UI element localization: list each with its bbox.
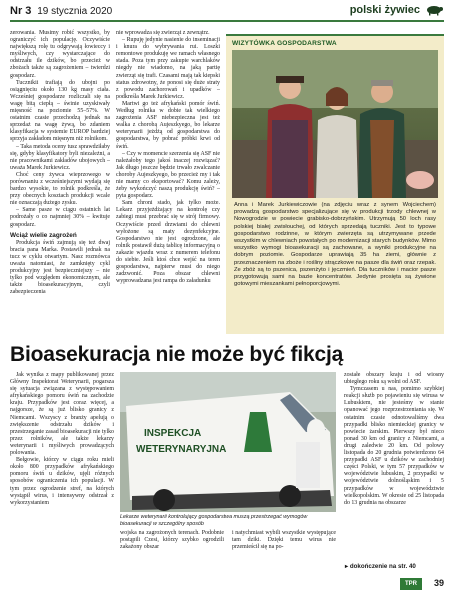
photo-caption: Lekarze weterynarii kontrolujący gospodarstwa muszą przestrzegać wymogów bioasekuracji w szczególny sposób bbox=[120, 514, 308, 527]
paragraph: i natychmiast wybili wszystkie występujące tam dziki. Dzięki temu wirus nie przemieścił się na po- bbox=[232, 530, 336, 551]
vehicle-sign-line-1: INSPEKCJA bbox=[144, 428, 202, 439]
family-photo bbox=[232, 50, 438, 198]
bottom-article-column-2 bbox=[120, 530, 224, 551]
box-label: WIZYTÓWKA GOSPODARSTWA bbox=[232, 40, 337, 47]
vehicle-sign-line-2: WETERYNARYJNA bbox=[136, 444, 227, 455]
magazine-title bbox=[350, 4, 444, 16]
issue-date: 19 stycznia 2020 bbox=[37, 6, 113, 17]
bottom-article-column-1 bbox=[10, 372, 114, 507]
box-caption: Anna i Marek Jurkiewiczowie (na zdjęciu wraz z synem Wojciechem) prowadzą gospodarstwo specjalizujące się w produkcji trzody chlewnej w Nowogrodzie w powiecie grabisko-dobrzyńskim. Utrzymują 50 loch rasy polskiej białej zwisłouchej, od których sprzedają tuczniki. Jest to typowe gospodarstwo rodzinne, w którym zwierzęta są utrzymywane przede wszystkim w chlewniach powstałych po modernizacji starych budynków. Mimo wszystko wymogi bioasekuracji są zachowane, a wyniki produkcyjne na dobrym poziomie. Gospodarze uprawiają 35 ha ziemi, głównie z przeznaczeniem na zboże i rośliny strączkowe na pasze dla świń oraz rzepak. Ze zbóż są to pszenica, pszenżyto i jęczmień. Dla tuczników i macior pasze przygotowują sami na bazie koncentratów. Jedynie prosięta są żywione gotowymi mieszankami pełnoporcjowymi. bbox=[234, 202, 436, 288]
paragraph: Tymczasem u nas, pomimo szybkiej reakcji służb po pojawieniu się wirusa w Lubuskiem, nie jesteśmy w stanie opanować jego rozprzestrzeniania się. W ostatnim czasie odnotowaliśmy dwa przypadki blisko niemieckiej granicy w powiecie żarskim. Pierwszy był nieco ponad 30 km od granicy z Niemcami, a drugi zaledwie 20 km. Od połowy listopada do 20 grudnia potwierdzono 64 przypadki ASF u dzików w zachodniej części Polski, w tym 57 przypadków w województwie lubuskim, 2 przypadki w województwie dolnośląskim i 5 przypadków w województwie wielkopolskim. W okresie od 25 listopada do 13 grudnia na obszarze bbox=[344, 386, 444, 506]
publisher-logo: TPR bbox=[400, 578, 422, 590]
article-headline: Bioasekuracja nie może być fikcją bbox=[10, 343, 344, 366]
paragraph: Martwi go też afrykański pomór świń. Według rolnika w dobie tak wielkiego zagrożenia ASF niebezpieczna jest też walka z chorobą Aujeszkyego, bo lekarze weterynarii jeżdżą od gospodarstwa do gospodarstwa, by pobrać próbki krwi od świń. bbox=[116, 100, 220, 150]
issue-info bbox=[10, 5, 112, 17]
paragraph: wojska na zagrożonych terenach. Podobnie postąpili Czesi, którzy szybko ogrodzili zakażony obszar bbox=[120, 530, 224, 551]
issue-number: Nr 3 bbox=[10, 5, 32, 17]
paragraph: – Same pasze w ciągu ostatnich lat podrożały o co najmniej 30% – kwituje gospodarz. bbox=[10, 207, 110, 228]
paragraph: Bełgowie, którzy w ciągu roku mieli około 800 przypadków afrykańskiego pomoru świń u dzików, ujęli różnych sposobów ograniczenia ich populacji. W tym przez ogrodzenie stref, na których wystąpił wirus, i intensywny odstrzał z wykorzystaniem bbox=[10, 457, 114, 506]
paragraph: Sam chroni stado, jak tylko może. Lekarz przyjeżdżający na kontrolę czy zabiegi musi przebrać się w strój firmowy. Oczywiście przed drzwiami do chlewni wyłożone są maty dezynfekcyjne. Gospodarstwo nie jest ogrodzone, ale rolnik postawił dużą tablicę informacyjną o zakazie wjazdu wraz z numerem telefonu do siebie. Jeśli ktoś chce wejść na teren gospodarstwa, najpierw musi do niego zadzwonić. Poza obszar chlewni wyprowadzana jest rampa do załadunku bbox=[116, 200, 220, 285]
bottom-article-column-3 bbox=[232, 530, 336, 551]
paragraph: – Taka metoda oceny tusz sprawdziłaby się, gdyby klasyfikatory byli niezależni, a nie pracownikami zakładów ubojowych – uważa Marek Jurkiewicz. bbox=[10, 143, 110, 171]
paragraph: nie wprowadza się zwierząt z zewnątrz. bbox=[116, 30, 210, 36]
page-footer bbox=[10, 578, 444, 594]
vet-car-illustration bbox=[120, 372, 336, 512]
pig-icon bbox=[424, 4, 444, 16]
page-header bbox=[0, 0, 454, 22]
continued-note: ▸ dokończenie na str. 40 bbox=[345, 563, 416, 570]
vet-car-photo bbox=[120, 372, 336, 512]
paragraph: Produkcja świń zajmują się też dwaj bracia pana Marka. Postawili jednak na tucz w cyklu otwartym. Nasz rozmówca uważa natomiast, że zamknięty cykl produkcyjny jest bezpieczniejszy – nie tylko pod względem ekonomicznym, ale także bioasekuracyjnym, czyli zabezpieczenia bbox=[10, 239, 110, 296]
article-column-1 bbox=[10, 30, 110, 296]
paragraph: – Rupuję jedynie nasienie do inseminacji i knura do wybrywania rui. Loszki remontowe produkuję we ramach własnego stada. Poza tym przy zakupie warchlaków niegdy nie wiadomo, na jaką partię zwierząt się trafi. Czasami mają tak kiepski status zdrowotny, że ponosi się duże straty z powodu zachorowań i upadków – podkreśla Marek Jurkiewicz. bbox=[116, 37, 220, 100]
family-photo-illustration bbox=[232, 50, 438, 198]
farm-profile-box bbox=[226, 34, 444, 334]
header-rule bbox=[10, 20, 444, 22]
paragraph: Tucznikii trafiają do ubojni po osiągnięciu około 130 kg masy ciała. Wcześniej gospodarze rozliczali się na wagę bitą ciepłą – świnie uzyskiwały mięsność na poziomie 55–57%. W ostatnim czasie przechodzą jednak na sprzedaż na wagę żywą, bo zdaniem klasyfikacja w systemie EUROP bardziej sprzyja zakładom mięsnym niż rolnikom. bbox=[10, 79, 110, 143]
paragraph: Choć ceny żywca wieprzowego w porównaniu z wcześniejszymi wydają się bardzo wysokie, to rolnik podkreśla, że przy obecnych kosztach produkcji wcale nie oznaczają dużego zysku. bbox=[10, 171, 110, 207]
page-number: 39 bbox=[433, 578, 444, 588]
subheading: Wciąż wielie zagrożeń bbox=[10, 231, 77, 239]
magazine-name: polski żywiec bbox=[349, 4, 420, 16]
article-column-2 bbox=[116, 30, 220, 285]
bottom-article-column-4 bbox=[344, 372, 444, 507]
paragraph: zerowania. Musimy robić wszystko, by ograniczyć ich populację. Oczywiście największą rolę tu odgrywają łowieccy i myśliwych, czy wystarczające do odstrzału ile dzików, bo przecież w zbożach także są zagrożeniem – twierdzi gospodarz. bbox=[10, 30, 110, 79]
paragraph: zostałe obszary kraju i od wiosny ubiegłego roku są wolni od ASF. bbox=[344, 372, 444, 386]
paragraph: – Czy w momencie szerzenia się ASF nie należałoby tego jakoś inaczej rozwiązać? Jak długo jeszcze będzie trwało zwalczanie choroby Aujeszkyego, bo przecież my i tak nie mamy co eksportować? Komu zależy, żeby wykończyć naszą produkcję świń? – pyta gospodarz. bbox=[116, 150, 220, 200]
paragraph: Jak wynika z mapy publikowanej przez Główny Inspektorat Weterynarii, pogarsza się sytuacja związana z występowaniem afrykańskiego pomoru świń na zachodzie kraju. Przypadków jest coraz więcej, a najgorsze, że są już blisko granicy z Niemcami. Wszyscy z branży apelują o zwiększenie odstrzału dzików i przestrzeganie zasad bioasekuracji nie tylko przez rolników, ale także lekarzy weterynarii i myśliwych prowadzących polowania. bbox=[10, 372, 114, 457]
